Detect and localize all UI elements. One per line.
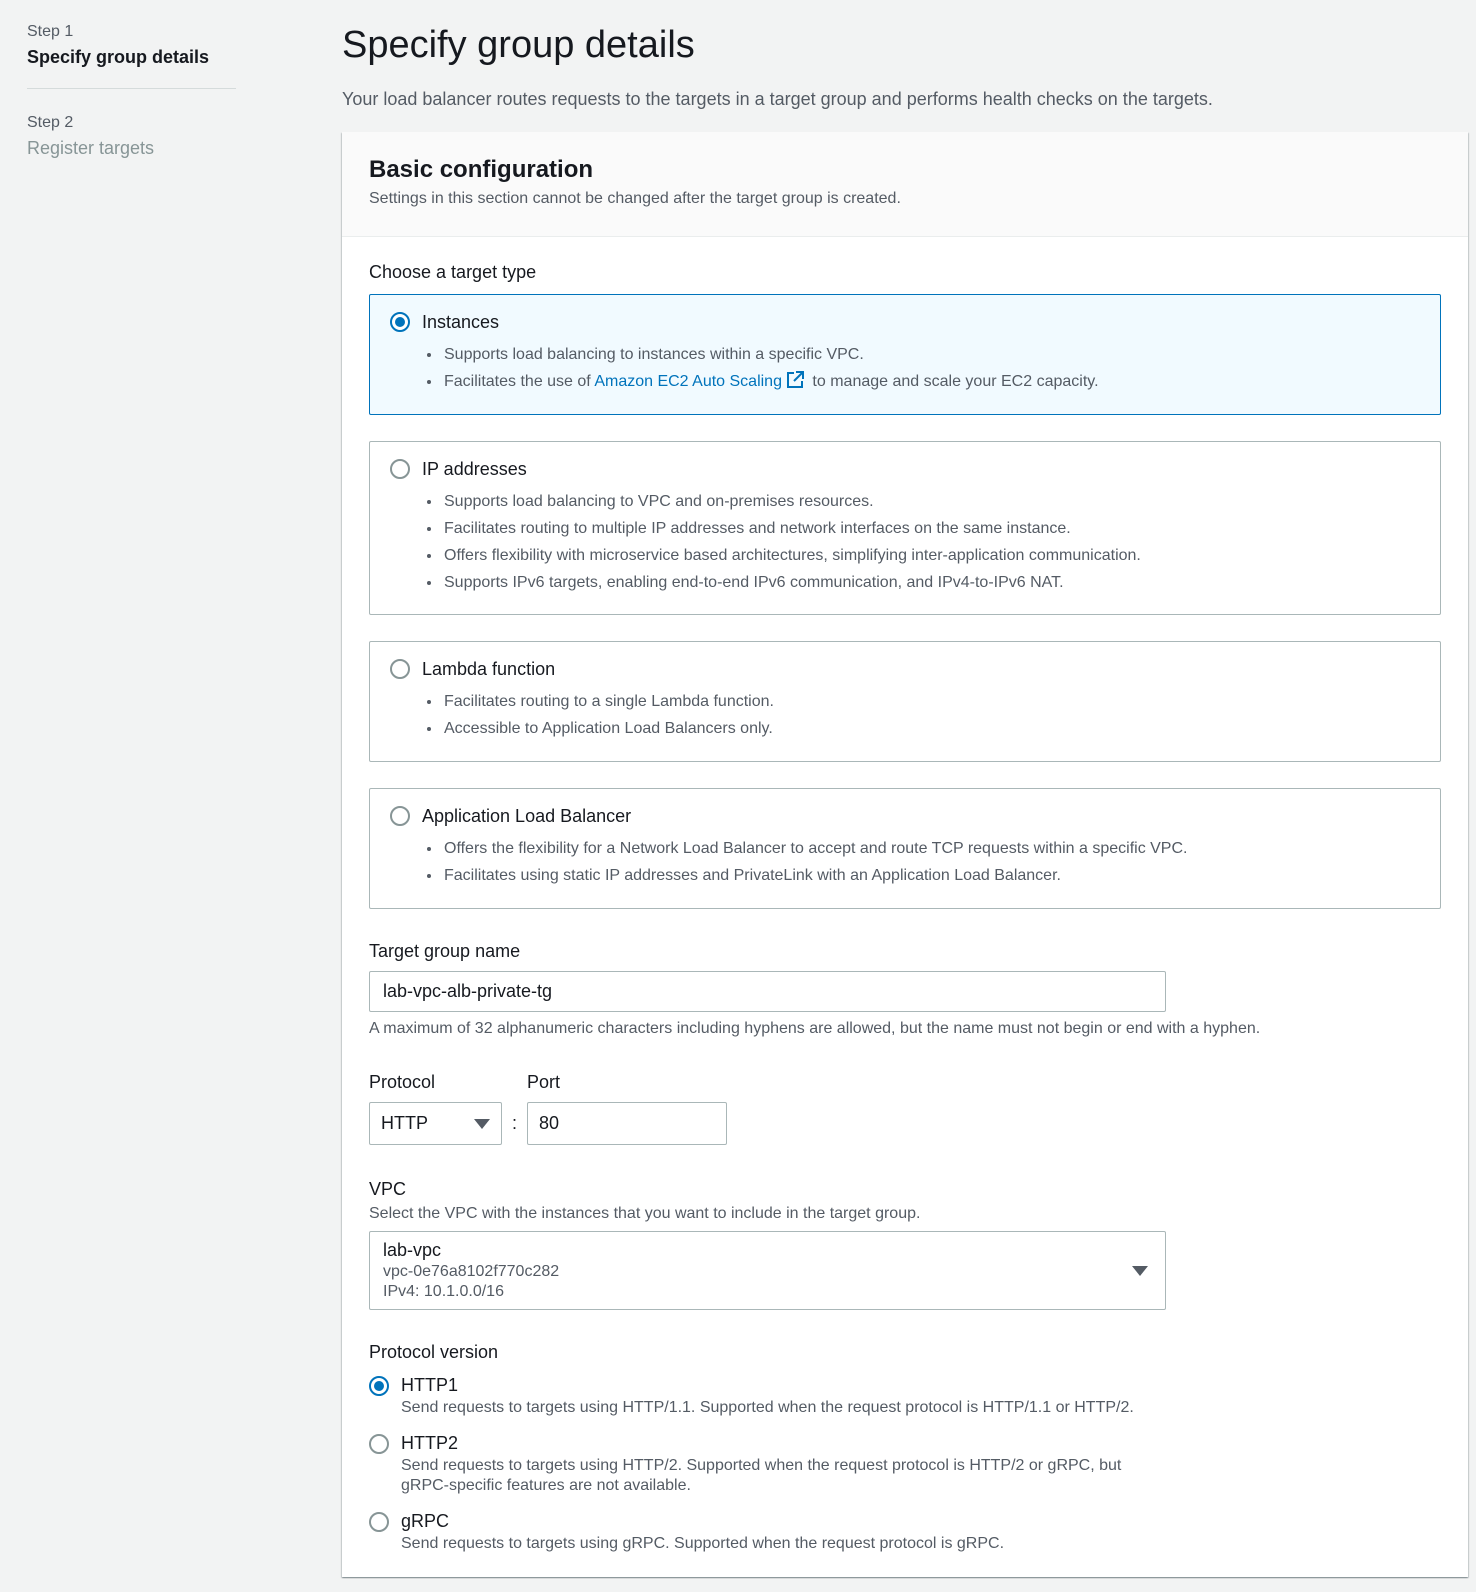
target-group-name-field: [369, 937, 1441, 1040]
target-type-label: Choose a target type: [369, 262, 537, 282]
panel-description: Settings in this section cannot be changed after the target group is created.: [369, 190, 901, 207]
step-1-number: Step 1: [27, 23, 74, 40]
tile-alb-title: Application Load Balancer: [422, 806, 632, 826]
list-item: • Supports load balancing to VPC and on-premises resources.: [442, 488, 1420, 515]
http2-description: Send requests to targets using HTTP/2. Supported when the request protocol is HTTP/2 or gRPC, but gRPC-specific features are not available.: [401, 1457, 1122, 1494]
panel-title: Basic configuration: [369, 156, 594, 183]
radio-application-load-balancer[interactable]: [390, 806, 410, 826]
dropdown-caret-icon: [474, 1119, 490, 1129]
target-group-name-label: Target group name: [369, 941, 521, 961]
ec2-auto-scaling-link[interactable]: Amazon EC2 Auto Scaling: [594, 373, 782, 390]
protocol-version-http1[interactable]: [369, 1372, 1441, 1418]
port-input[interactable]: 80: [527, 1102, 727, 1145]
protocol-version-field: [369, 1338, 1441, 1554]
list-item: • Offers the flexibility for a Network Load Balancer to accept and route TCP requests within a specific VPC.: [442, 835, 1420, 862]
list-item: • Supports load balancing to instances within a specific VPC.: [442, 341, 1420, 368]
basic-configuration-panel: [342, 132, 1468, 1577]
step-2-number: Step 2: [27, 114, 74, 131]
protocol-label: Protocol: [369, 1072, 436, 1092]
vpc-name: lab-vpc: [383, 1240, 442, 1260]
page-title: Specify group details: [342, 24, 695, 66]
protocol-version-grpc[interactable]: [369, 1508, 1441, 1554]
tile-ip-addresses-bullets: [442, 488, 1420, 596]
list-item: • Offers flexibility with microservice based architectures, simplifying inter-application communication.: [442, 542, 1420, 569]
tile-instances[interactable]: [369, 294, 1441, 415]
vpc-select[interactable]: [369, 1231, 1166, 1310]
radio-ip-addresses[interactable]: [390, 459, 410, 479]
tile-lambda-function-title: Lambda function: [422, 659, 556, 679]
radio-grpc[interactable]: [369, 1512, 389, 1532]
grpc-description: Send requests to targets using gRPC. Supported when the request protocol is gRPC.: [401, 1535, 1005, 1552]
grpc-title: gRPC: [401, 1511, 450, 1531]
external-link-icon[interactable]: [786, 371, 804, 398]
port-label: Port: [527, 1072, 561, 1092]
radio-http2[interactable]: [369, 1434, 389, 1454]
list-item: • Facilitates using static IP addresses and PrivateLink with an Application Load Balancer.: [442, 862, 1420, 889]
radio-instances[interactable]: [390, 312, 410, 332]
vpc-id: vpc-0e76a8102f770c282: [383, 1263, 560, 1280]
target-group-name-input[interactable]: lab-vpc-alb-private-tg: [369, 971, 1166, 1012]
bullet-text: Facilitates the use of: [444, 373, 595, 390]
page-description: Your load balancer routes requests to the targets in a target group and performs health checks on the targets.: [342, 89, 1213, 109]
radio-lambda-function[interactable]: [390, 659, 410, 679]
step-2: [27, 88, 236, 179]
tile-lambda-function-bullets: [442, 688, 1420, 742]
step-2-title: Register targets: [27, 138, 155, 158]
target-group-name-constraint: A maximum of 32 alphanumeric characters including hyphens are allowed, but the name must not begin or end with a hyphen.: [369, 1020, 1261, 1037]
list-item: • Accessible to Application Load Balancers only.: [442, 715, 1420, 742]
wizard-steps: [27, 20, 236, 179]
vpc-label: VPC: [369, 1179, 407, 1199]
tile-ip-addresses[interactable]: [369, 441, 1441, 615]
bullet-text: to manage and scale your EC2 capacity.: [807, 373, 1099, 390]
dropdown-caret-icon: [1132, 1266, 1148, 1276]
tile-instances-bullets: [442, 341, 1420, 398]
main-content: [342, 0, 1468, 1552]
vpc-field: [369, 1175, 1441, 1310]
port-field: [527, 1068, 727, 1145]
protocol-select[interactable]: [369, 1102, 502, 1145]
protocol-version-http2[interactable]: [369, 1430, 1441, 1496]
tile-lambda-function[interactable]: [369, 641, 1441, 762]
radio-http1[interactable]: [369, 1376, 389, 1396]
tile-instances-title: Instances: [422, 312, 500, 332]
step-1-title: Specify group details: [27, 47, 210, 67]
http1-description: Send requests to targets using HTTP/1.1. Supported when the request protocol is HTTP/1.1 or HTTP/2.: [401, 1399, 1134, 1416]
list-item: • Facilitates routing to multiple IP addresses and network interfaces on the same instance.: [442, 515, 1420, 542]
step-1: [27, 20, 236, 88]
target-type-tiles: [369, 294, 1441, 909]
vpc-description: Select the VPC with the instances that you want to include in the target group.: [369, 1205, 921, 1222]
vpc-cidr: IPv4: 10.1.0.0/16: [383, 1283, 504, 1300]
list-item: • Facilitates routing to a single Lambda function.: [442, 688, 1420, 715]
protocol-field: [369, 1068, 502, 1145]
list-item: [442, 368, 1420, 398]
protocol-value: HTTP: [381, 1113, 428, 1133]
list-item: • Supports IPv6 targets, enabling end-to-end IPv6 communication, and IPv4-to-IPv6 NAT.: [442, 569, 1420, 596]
panel-body: [342, 237, 1468, 1554]
http2-title: HTTP2: [401, 1433, 459, 1453]
tile-application-load-balancer[interactable]: [369, 788, 1441, 909]
panel-header: [342, 132, 1468, 237]
tile-ip-addresses-title: IP addresses: [422, 459, 527, 479]
protocol-version-label: Protocol version: [369, 1342, 499, 1362]
tile-alb-bullets: [442, 835, 1420, 889]
protocol-port-separator: :: [512, 1113, 518, 1133]
protocol-port-row: [369, 1068, 1441, 1145]
http1-title: HTTP1: [401, 1375, 459, 1395]
